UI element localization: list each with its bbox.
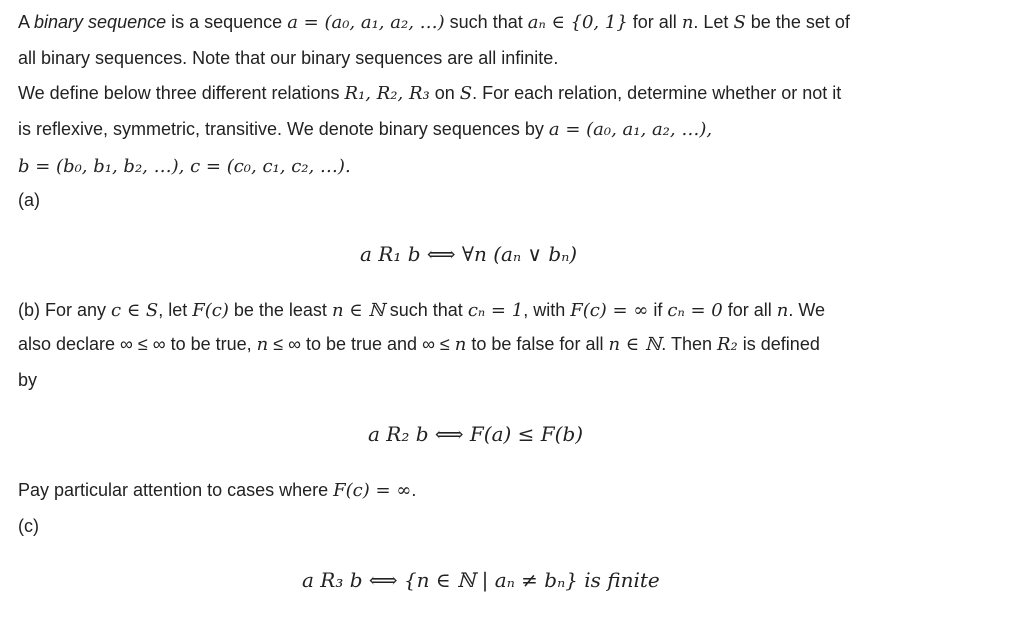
text: to be false for all <box>466 334 609 354</box>
paragraph1-line2: all binary sequences. Note that our binary sequences are all infinite. <box>18 48 559 68</box>
math-relations: R₁, R₂, R₃ <box>344 83 430 104</box>
text: such that <box>444 12 528 32</box>
math-sequence-a: a = (a₀, a₁, a₂, …) <box>287 12 445 33</box>
math-n: n <box>681 12 694 33</box>
part-b-line2 <box>18 332 820 357</box>
text: Pay particular attention to cases where <box>18 480 334 500</box>
math-S: S <box>733 12 746 33</box>
text: , with <box>523 300 571 320</box>
text: (b) For any <box>18 300 112 320</box>
part-c-label: (c) <box>18 516 39 536</box>
math-S: S <box>459 83 473 104</box>
math: n <box>776 300 789 321</box>
math: n <box>256 334 269 355</box>
math: cₙ = 0 <box>667 300 723 321</box>
paragraph2-line2 <box>18 117 712 142</box>
math: R₂ <box>717 334 738 355</box>
part-b-note-line <box>18 478 416 503</box>
math: c ∈ S <box>111 300 159 321</box>
math: n ∈ ℕ <box>608 334 662 355</box>
math: F(c) <box>192 300 229 321</box>
text: is defined <box>737 334 820 354</box>
text: on <box>429 83 460 103</box>
text: is reflexive, symmetric, transitive. We denote binary sequences by <box>18 119 549 139</box>
text: We define below three different relations <box>18 83 345 103</box>
text: . <box>411 480 417 500</box>
equation-R3: a R₃ b ⟺ {n ∈ ℕ | aₙ ≠ bₙ} is finite <box>302 568 660 592</box>
text: is a sequence <box>166 12 288 32</box>
math: F(c) = ∞ <box>333 480 412 501</box>
text: such that <box>384 300 468 320</box>
text: . Let <box>693 12 734 32</box>
term-binary-sequence: binary sequence <box>34 12 167 32</box>
part-b-line1 <box>18 298 825 323</box>
text: . We <box>788 300 826 320</box>
text: be the least <box>228 300 332 320</box>
text: , let <box>158 300 193 320</box>
text: A <box>18 12 35 32</box>
math: n <box>454 334 467 355</box>
text: . Then <box>661 334 717 354</box>
text: for all <box>722 300 777 320</box>
math-an-in-set: aₙ ∈ {0, 1} <box>527 12 628 33</box>
equation-R2: a R₂ b ⟺ F(a) ≤ F(b) <box>368 422 584 446</box>
text: for all <box>627 12 682 32</box>
part-a-label: (a) <box>18 190 40 210</box>
text: . For each relation, determine whether or not it <box>472 83 842 103</box>
paragraph2-line1 <box>18 81 841 106</box>
math-sequence-a: a = (a₀, a₁, a₂, …), <box>548 119 713 140</box>
text: ≤ ∞ to be true and ∞ ≤ <box>268 334 455 354</box>
math: n ∈ ℕ <box>331 300 385 321</box>
math: F(c) = ∞ <box>570 300 649 321</box>
math: cₙ = 1 <box>467 300 524 321</box>
text: if <box>648 300 668 320</box>
text: also declare ∞ ≤ ∞ to be true, <box>18 334 257 354</box>
paragraph2-line3 <box>18 154 351 179</box>
paragraph1-line1 <box>18 10 850 35</box>
equation-R1: a R₁ b ⟺ ∀n (aₙ ∨ bₙ) <box>360 242 578 266</box>
math-sequences-b-c: b = (b₀, b₁, b₂, …), c = (c₀, c₁, c₂, …). <box>18 156 351 177</box>
text: be the set of <box>745 12 850 32</box>
part-b-line3: by <box>18 370 38 390</box>
